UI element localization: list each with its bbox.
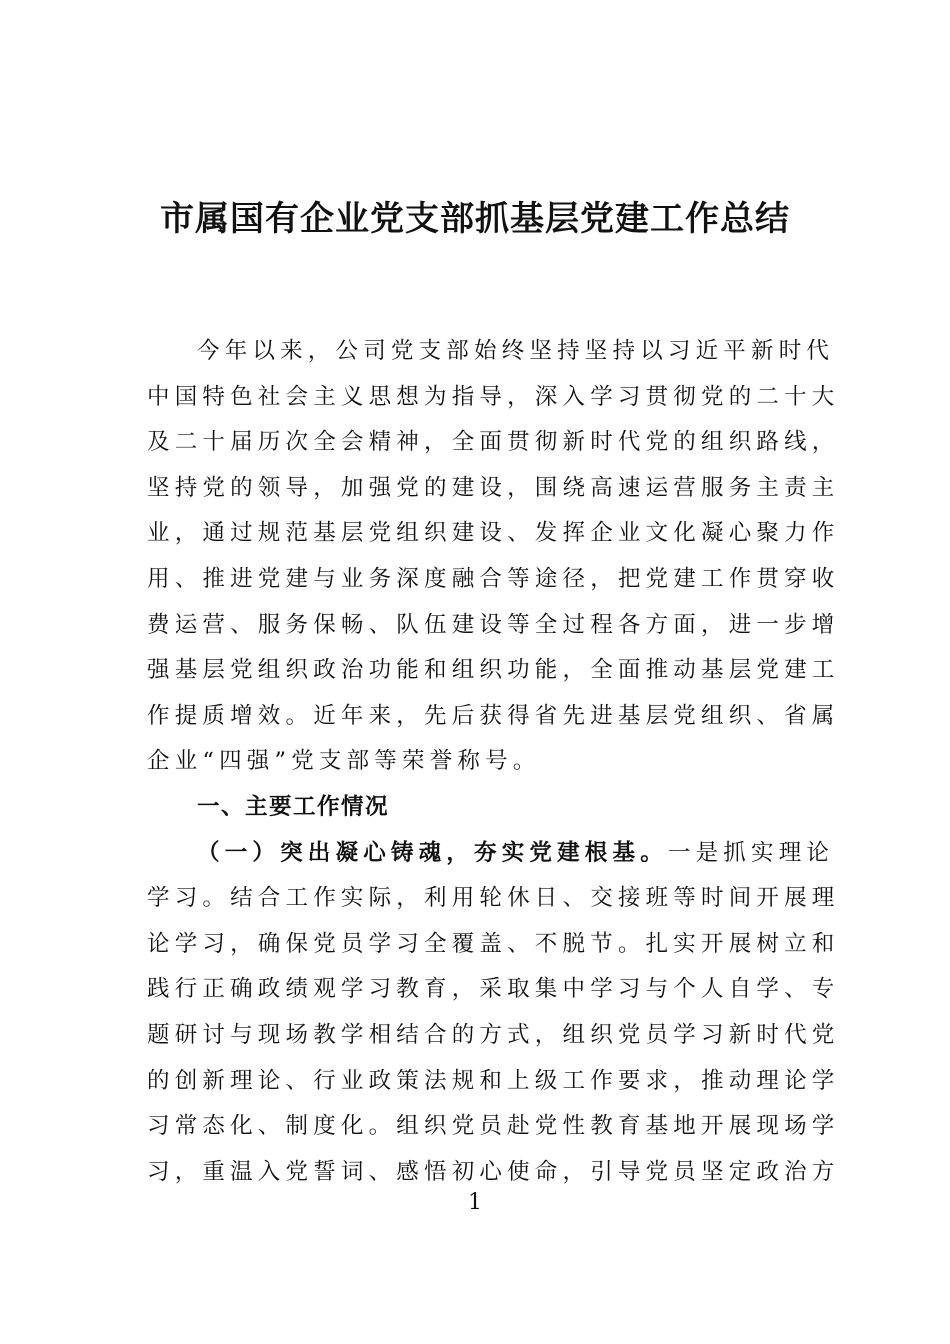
- paragraph-line: 业，通过规范基层党组织建设、发挥企业文化凝心聚力作: [147, 520, 840, 547]
- subsection-first-line: [147, 831, 835, 877]
- section-heading: 一、主要工作情况: [197, 793, 390, 820]
- paragraph-line: 的创新理论、行业政策法规和上级工作要求，推动理论学: [147, 1067, 840, 1094]
- paragraph-line: 习常态化、制度化。组织党员赴党性教育基地开展现场学: [147, 1113, 840, 1140]
- paragraph-line: 习，重温入党誓词、感悟初心使命，引导党员坚定政治方: [147, 1158, 840, 1185]
- paragraph-line: 中国特色社会主义思想为指导，深入学习贯彻党的二十大: [147, 383, 840, 410]
- paragraph-line: 题研讨与现场教学相结合的方式，组织党员学习新时代党: [147, 1021, 840, 1048]
- paragraph-line: 费运营、服务保畅、队伍建设等全过程各方面，进一步增: [147, 611, 840, 638]
- paragraph-line: 强基层党组织政治功能和组织功能，全面推动基层党建工: [147, 657, 840, 684]
- paragraph-text: 一是抓实理论: [667, 839, 835, 866]
- subsection-heading: （一）突出凝心铸魂，夯实党建根基。: [197, 839, 668, 866]
- paragraph-line: 今年以来，公司党支部始终坚持坚持以习近平新时代: [197, 338, 835, 364]
- paragraph-line: 践行正确政绩观学习教育，采取集中学习与个人自学、专: [147, 976, 840, 1003]
- document-body: [147, 329, 840, 1195]
- paragraph-line: 及二十届历次全会精神，全面贯彻新时代党的组织路线，: [147, 429, 840, 456]
- paragraph-line: 用、推进党建与业务深度融合等途径，把党建工作贯穿收: [147, 565, 840, 592]
- paragraph-line: 企业“四强”党支部等荣誉称号。: [147, 748, 541, 775]
- paragraph-line: 论学习，确保党员学习全覆盖、不脱节。扎实开展树立和: [147, 930, 840, 957]
- paragraph-line: 坚持党的领导，加强党的建设，围绕高速运营服务主责主: [147, 474, 840, 501]
- document-title: 市属国有企业党支部抓基层党建工作总结: [160, 199, 790, 239]
- paragraph-line: 学习。结合工作实际，利用轮休日、交接班等时间开展理: [147, 885, 840, 912]
- paragraph-line: 作提质增效。近年来，先后获得省先进基层党组织、省属: [147, 702, 840, 729]
- page-number: 1: [468, 1190, 482, 1215]
